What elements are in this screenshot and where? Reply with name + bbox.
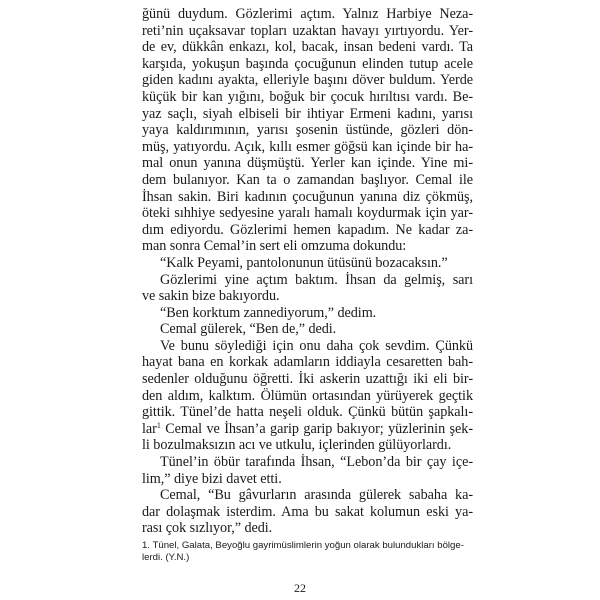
text-line: yaz saçlı, siyah elbiseli bir ihtiyar Ermeni kadını, yarısı <box>142 105 473 122</box>
text-line: reti’nin uçaksavar topları uzaktan havayı yırtıyordu. Yer- <box>142 22 473 39</box>
text-line: dar dolaşmak isterdim. Ama bu sakat kolumun eski ya- <box>142 503 473 520</box>
text-line: de ev, dükkân enkazı, kol, bacak, insan bedeni vardı. Ta <box>142 39 473 56</box>
text-line: den aldım, kalktım. Ölümün ortasından yürüyerek geçtik <box>142 387 473 404</box>
text-line-with-footnote-ref <box>142 421 473 438</box>
text-line: gittik. Tünel’de hatta neşeli olduk. Çünkü bütün şapkalı- <box>142 404 473 421</box>
text-line: rası çok sızlıyor,” dedi. <box>142 520 273 537</box>
text-line: li bozulmaksızın acı ve utkulu, içlerinden gülüyorlardı. <box>142 437 452 454</box>
text-line: Gözlerimi yine açtım baktım. İhsan da gelmiş, sarı <box>160 271 473 288</box>
text-line: İhsan sakin. Biri kadının çocuğunun yanına diz çökmüş, <box>142 188 473 205</box>
text-line: “Kalk Peyami, pantolonunun ütüsünü bozacaksın.” <box>160 254 448 271</box>
text-line: Tünel’in öbür tarafında İhsan, “Lebon’da bir çay içe- <box>160 454 473 471</box>
text-line: Cemal, “Bu gâvurların arasında gülerek sabaha ka- <box>160 487 473 504</box>
text-line: karşıda, yokuşun başında çocuğunun elinden tutup acele <box>142 55 473 72</box>
text-line: yaya kaldırımının, yarısı şosenin üstünde, gözleri dön- <box>142 122 473 139</box>
text-line: giden kadını ayakta, elleriyle başını döver buldum. Yerde <box>142 72 473 89</box>
footnote-reference: 1 <box>156 420 161 430</box>
footnote-line: lerdi. (Y.N.) <box>142 552 190 564</box>
footnote <box>142 540 473 565</box>
text-line: ğünü duydum. Gözlerimi açtım. Yalnız Harbiye Neza- <box>142 6 473 22</box>
text-line: sedenler olduğunu öğretti. İki askerin uzattığı iki eli bir- <box>142 371 473 388</box>
page-body <box>142 6 473 537</box>
text-line: öteki sıhhiye sedyesine yaralı hamalı koydurmak için yar- <box>142 205 473 222</box>
text-line: mal onun yanına düşmüştü. Yerler kan içinde. Yine mi- <box>142 155 473 172</box>
text-line: ve sakin bize bakıyordu. <box>142 288 280 305</box>
text-line: müş, yatıyordu. Açık, kıllı esmer göğsü kan içinde bir ha- <box>142 138 473 155</box>
page-number: 22 <box>294 581 306 595</box>
text-fragment: lar <box>142 420 157 437</box>
footnote-line: 1. Tünel, Galata, Beyoğlu gayrimüslimlerin yoğun olarak bulundukları bölge- <box>142 540 464 551</box>
text-line: hayat bana en korkak adamların iddiayla cesaretten bah- <box>142 354 473 371</box>
text-fragment: Cemal ve İhsan’a garip garip bakıyor; yüzlerinin şek- <box>160 420 473 437</box>
text-line: lim,” diye bizi davet etti. <box>142 470 282 487</box>
text-line: Cemal gülerek, “Ben de,” dedi. <box>160 321 337 338</box>
text-line: “Ben korktum zannediyorum,” dedim. <box>160 304 377 321</box>
text-line: küçük bir kan yığını, boğuk bir çocuk hırıltısı vardı. Be- <box>142 88 473 105</box>
text-line: dım ediyordu. Gözlerimi hemen kapadım. Ne kadar za- <box>142 221 473 238</box>
text-line: dem bulanıyor. Kan ta o zamandan başlıyor. Cemal ile <box>142 171 473 188</box>
text-line: man sonra Cemal’in sert eli omzuma dokundu: <box>142 238 407 255</box>
text-line: Ve bunu söylediği için onu daha çok sevdim. Çünkü <box>160 337 473 354</box>
